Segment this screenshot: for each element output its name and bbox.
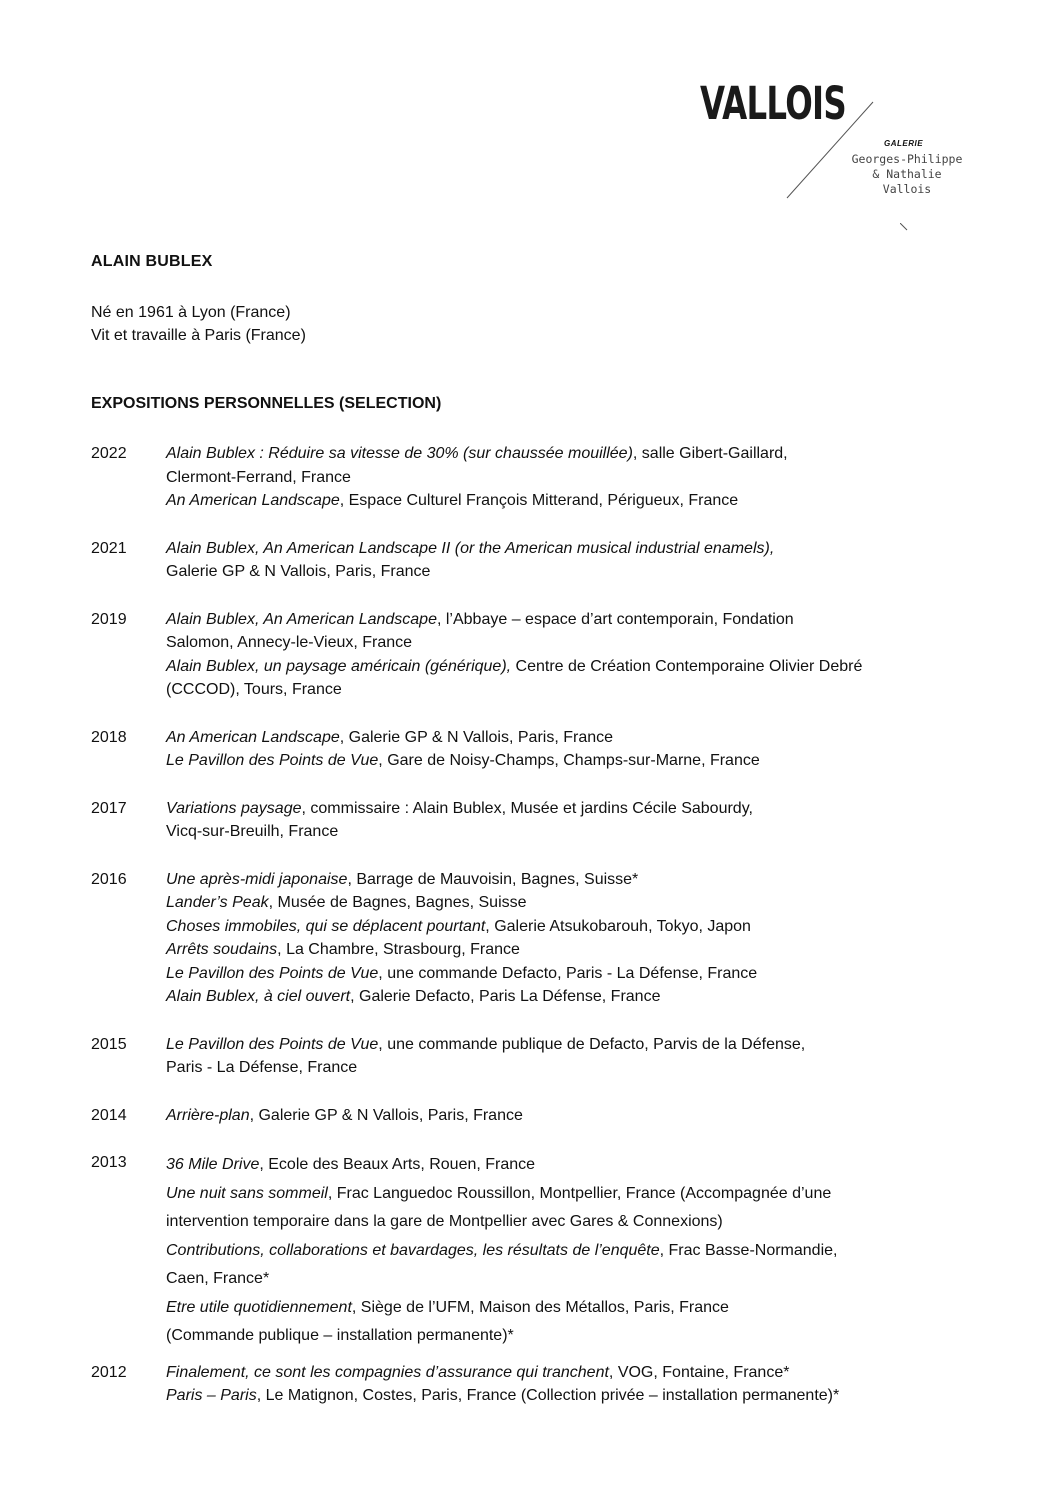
logo-wordmark: VALLOIS	[700, 77, 846, 130]
exhibition-entry	[91, 868, 991, 1009]
entry-spacer	[91, 773, 991, 797]
exhibition-title: Finalement, ce sont les compagnies d’assurance qui tranchent	[166, 1363, 609, 1381]
exhibition-venue: , Galerie GP & N Vallois, Paris, France	[249, 1106, 523, 1124]
exhibition-venue: , commissaire : Alain Bublex, Musée et jardins Cécile Sabourdy,	[301, 799, 753, 817]
exhibition-title: Le Pavillon des Points de Vue	[166, 1035, 379, 1053]
exhibition-line	[166, 1104, 991, 1128]
logo-gallery-names	[842, 152, 972, 197]
exhibition-items	[166, 608, 991, 702]
exhibition-venue: , Frac Basse-Normandie,	[659, 1241, 838, 1259]
exhibition-title: Une après-midi japonaise	[166, 870, 348, 888]
exhibition-title: An American Landscape	[166, 492, 340, 509]
entry-spacer	[91, 584, 991, 608]
exhibition-items	[166, 537, 991, 584]
exhibition-title: Le Pavillon des Points de Vue	[166, 964, 379, 982]
exhibition-venue: , Musée de Bagnes, Bagnes, Suisse	[268, 894, 527, 911]
exhibition-line	[166, 631, 991, 655]
exhibition-venue: , La Chambre, Strasbourg, France	[277, 941, 520, 958]
exhibition-line	[166, 962, 991, 986]
exhibition-line	[166, 938, 991, 962]
exhibition-title: Arrière-plan	[166, 1106, 250, 1124]
exhibition-line	[166, 537, 991, 561]
exhibition-entry	[91, 1033, 991, 1080]
artist-born: Né en 1961 à Lyon (France)	[91, 304, 291, 321]
exhibition-line	[166, 1265, 991, 1294]
logo-galerie-label: GALERIE	[884, 139, 924, 148]
exhibition-line	[166, 1361, 991, 1385]
artist-name: ALAIN BUBLEX	[91, 253, 213, 270]
exhibition-venue: (CCCOD), Tours, France	[166, 681, 342, 698]
exhibition-entry	[91, 608, 991, 702]
exhibition-entry	[91, 1361, 991, 1408]
exhibition-year: 2012	[91, 1363, 127, 1381]
exhibition-venue: , Siège de l’UFM, Maison des Métallos, Paris, France	[351, 1298, 729, 1316]
exhibition-title: Contributions, collaborations et bavardages, les résultats de l’enquête	[166, 1241, 660, 1259]
exhibition-title: Le Pavillon des Points de Vue	[166, 752, 379, 769]
exhibition-venue: , une commande publique de Defacto, Parvis de la Défense,	[378, 1035, 806, 1053]
exhibition-title: An American Landscape	[166, 728, 340, 746]
exhibition-venue: , Ecole des Beaux Arts, Rouen, France	[259, 1156, 536, 1173]
exhibition-line	[166, 608, 991, 632]
exhibition-line	[166, 820, 991, 844]
exhibition-venue: intervention temporaire dans la gare de Montpellier avec Gares & Connexions)	[166, 1213, 723, 1230]
exhibition-year: 2016	[91, 870, 127, 888]
exhibition-year: 2021	[91, 539, 127, 557]
logo-name-line: Georges-Philippe	[851, 152, 963, 166]
exhibition-venue: Galerie GP & N Vallois, Paris, France	[166, 563, 431, 580]
exhibition-title: Alain Bublex : Réduire sa vitesse de 30% (sur chaussée mouillée)	[166, 445, 633, 462]
exhibition-venue: , Galerie GP & N Vallois, Paris, France	[339, 728, 614, 746]
exhibition-venue: , salle Gibert-Gaillard,	[632, 445, 788, 462]
exhibition-venue: , une commande Defacto, Paris - La Défense, France	[378, 964, 758, 982]
exhibition-line	[166, 1056, 991, 1080]
exhibition-venue: , Barrage de Mauvoisin, Bagnes, Suisse*	[347, 870, 639, 888]
exhibition-year: 2019	[91, 610, 127, 628]
exhibition-venue: Paris - La Défense, France	[166, 1059, 358, 1076]
exhibition-line	[166, 749, 991, 773]
exhibition-line	[166, 1294, 991, 1323]
exhibition-title: Etre utile quotidiennement	[166, 1298, 352, 1316]
exhibition-line	[166, 1384, 991, 1408]
exhibition-venue: Vicq-sur-Breuilh, France	[166, 823, 339, 840]
entry-spacer	[91, 702, 991, 726]
exhibition-venue: Caen, France*	[166, 1270, 270, 1287]
exhibition-entry	[91, 537, 991, 584]
exhibition-line	[166, 868, 991, 892]
exhibition-venue: , VOG, Fontaine, France*	[608, 1363, 790, 1381]
exhibitions-list	[91, 442, 991, 1408]
exhibition-venue: Clermont-Ferrand, France	[166, 468, 351, 486]
exhibition-year: 2018	[91, 728, 127, 746]
exhibition-line	[166, 1180, 991, 1209]
exhibition-title: Alain Bublex, à ciel ouvert	[166, 988, 351, 1005]
exhibition-items	[166, 1361, 991, 1408]
exhibition-title: Arrêts soudains	[166, 941, 278, 958]
exhibition-entry	[91, 797, 991, 844]
exhibition-line	[166, 1322, 991, 1351]
entry-spacer	[91, 1127, 991, 1151]
exhibition-title: Alain Bublex, An American Landscape II (or the American musical industrial enamels),	[166, 539, 775, 557]
exhibition-title: Paris – Paris	[166, 1387, 257, 1404]
exhibition-line	[166, 560, 991, 584]
exhibition-title: Lander’s Peak	[166, 894, 269, 911]
entry-spacer	[91, 1080, 991, 1104]
exhibition-entry	[91, 1151, 991, 1351]
exhibition-items	[166, 797, 991, 844]
exhibition-line	[166, 1033, 991, 1057]
exhibition-title: Choses immobiles, qui se déplacent pourtant	[166, 917, 486, 935]
exhibition-venue: , Galerie Atsukobarouh, Tokyo, Japon	[485, 917, 751, 935]
exhibition-items	[166, 726, 991, 773]
exhibition-items	[166, 1033, 991, 1080]
exhibition-items	[166, 868, 991, 1009]
exhibition-items	[166, 1151, 991, 1351]
exhibition-venue: , l’Abbaye – espace d’art contemporain, Fondation	[436, 610, 794, 628]
gallery-logo	[700, 77, 963, 240]
exhibition-line	[166, 466, 991, 490]
exhibition-title: Alain Bublex, An American Landscape	[166, 610, 437, 628]
exhibition-entry	[91, 1104, 991, 1128]
entry-spacer	[91, 844, 991, 868]
exhibition-line	[166, 797, 991, 821]
exhibition-venue: , Gare de Noisy-Champs, Champs-sur-Marne, France	[378, 752, 760, 769]
entry-spacer	[91, 513, 991, 537]
exhibition-line	[166, 489, 991, 513]
exhibition-line	[166, 891, 991, 915]
logo-name-line: Vallois	[882, 182, 932, 196]
exhibition-title: 36 Mile Drive	[166, 1156, 260, 1173]
exhibition-line	[166, 1151, 991, 1180]
entry-spacer	[91, 1009, 991, 1033]
exhibition-venue: , Frac Languedoc Roussillon, Montpellier, France (Accompagnée d’une	[327, 1184, 832, 1202]
exhibition-title: Alain Bublex, un paysage américain (générique),	[166, 657, 512, 675]
artist-bio	[91, 301, 306, 347]
logo-name-line: & Nathalie	[872, 167, 942, 181]
exhibition-venue: , Espace Culturel François Mitterand, Périgueux, France	[339, 492, 739, 509]
exhibition-line	[166, 678, 991, 702]
exhibition-venue: (Commande publique – installation permanente)*	[166, 1327, 514, 1344]
exhibition-venue: , Galerie Defacto, Paris La Défense, France	[350, 988, 661, 1005]
exhibition-line	[166, 1237, 991, 1266]
exhibition-line	[166, 442, 991, 466]
exhibition-entry	[91, 442, 991, 513]
exhibition-year: 2015	[91, 1035, 127, 1053]
exhibition-year: 2022	[91, 445, 127, 462]
exhibition-venue: Centre de Création Contemporaine Olivier Debré	[511, 657, 863, 675]
exhibition-line	[166, 655, 991, 679]
exhibition-entry	[91, 726, 991, 773]
exhibition-year: 2013	[91, 1154, 127, 1171]
entry-spacer	[91, 1351, 991, 1361]
exhibition-venue: , Le Matignon, Costes, Paris, France (Collection privée – installation permanente)*	[256, 1387, 840, 1404]
exhibition-title: Variations paysage	[166, 799, 302, 817]
exhibition-line	[166, 915, 991, 939]
logo-tick-icon	[900, 223, 908, 231]
exhibition-items	[166, 442, 991, 513]
exhibition-line	[166, 985, 991, 1009]
exhibition-line	[166, 1208, 991, 1237]
artist-lives: Vit et travaille à Paris (France)	[91, 327, 306, 344]
exhibition-year: 2017	[91, 799, 127, 817]
exhibition-year: 2014	[91, 1106, 127, 1124]
exhibition-items	[166, 1104, 991, 1128]
exhibition-line	[166, 726, 991, 750]
exhibition-title: Une nuit sans sommeil	[166, 1184, 328, 1202]
exhibition-venue: Salomon, Annecy-le-Vieux, France	[166, 634, 413, 651]
section-title: EXPOSITIONS PERSONNELLES (SELECTION)	[91, 395, 442, 412]
